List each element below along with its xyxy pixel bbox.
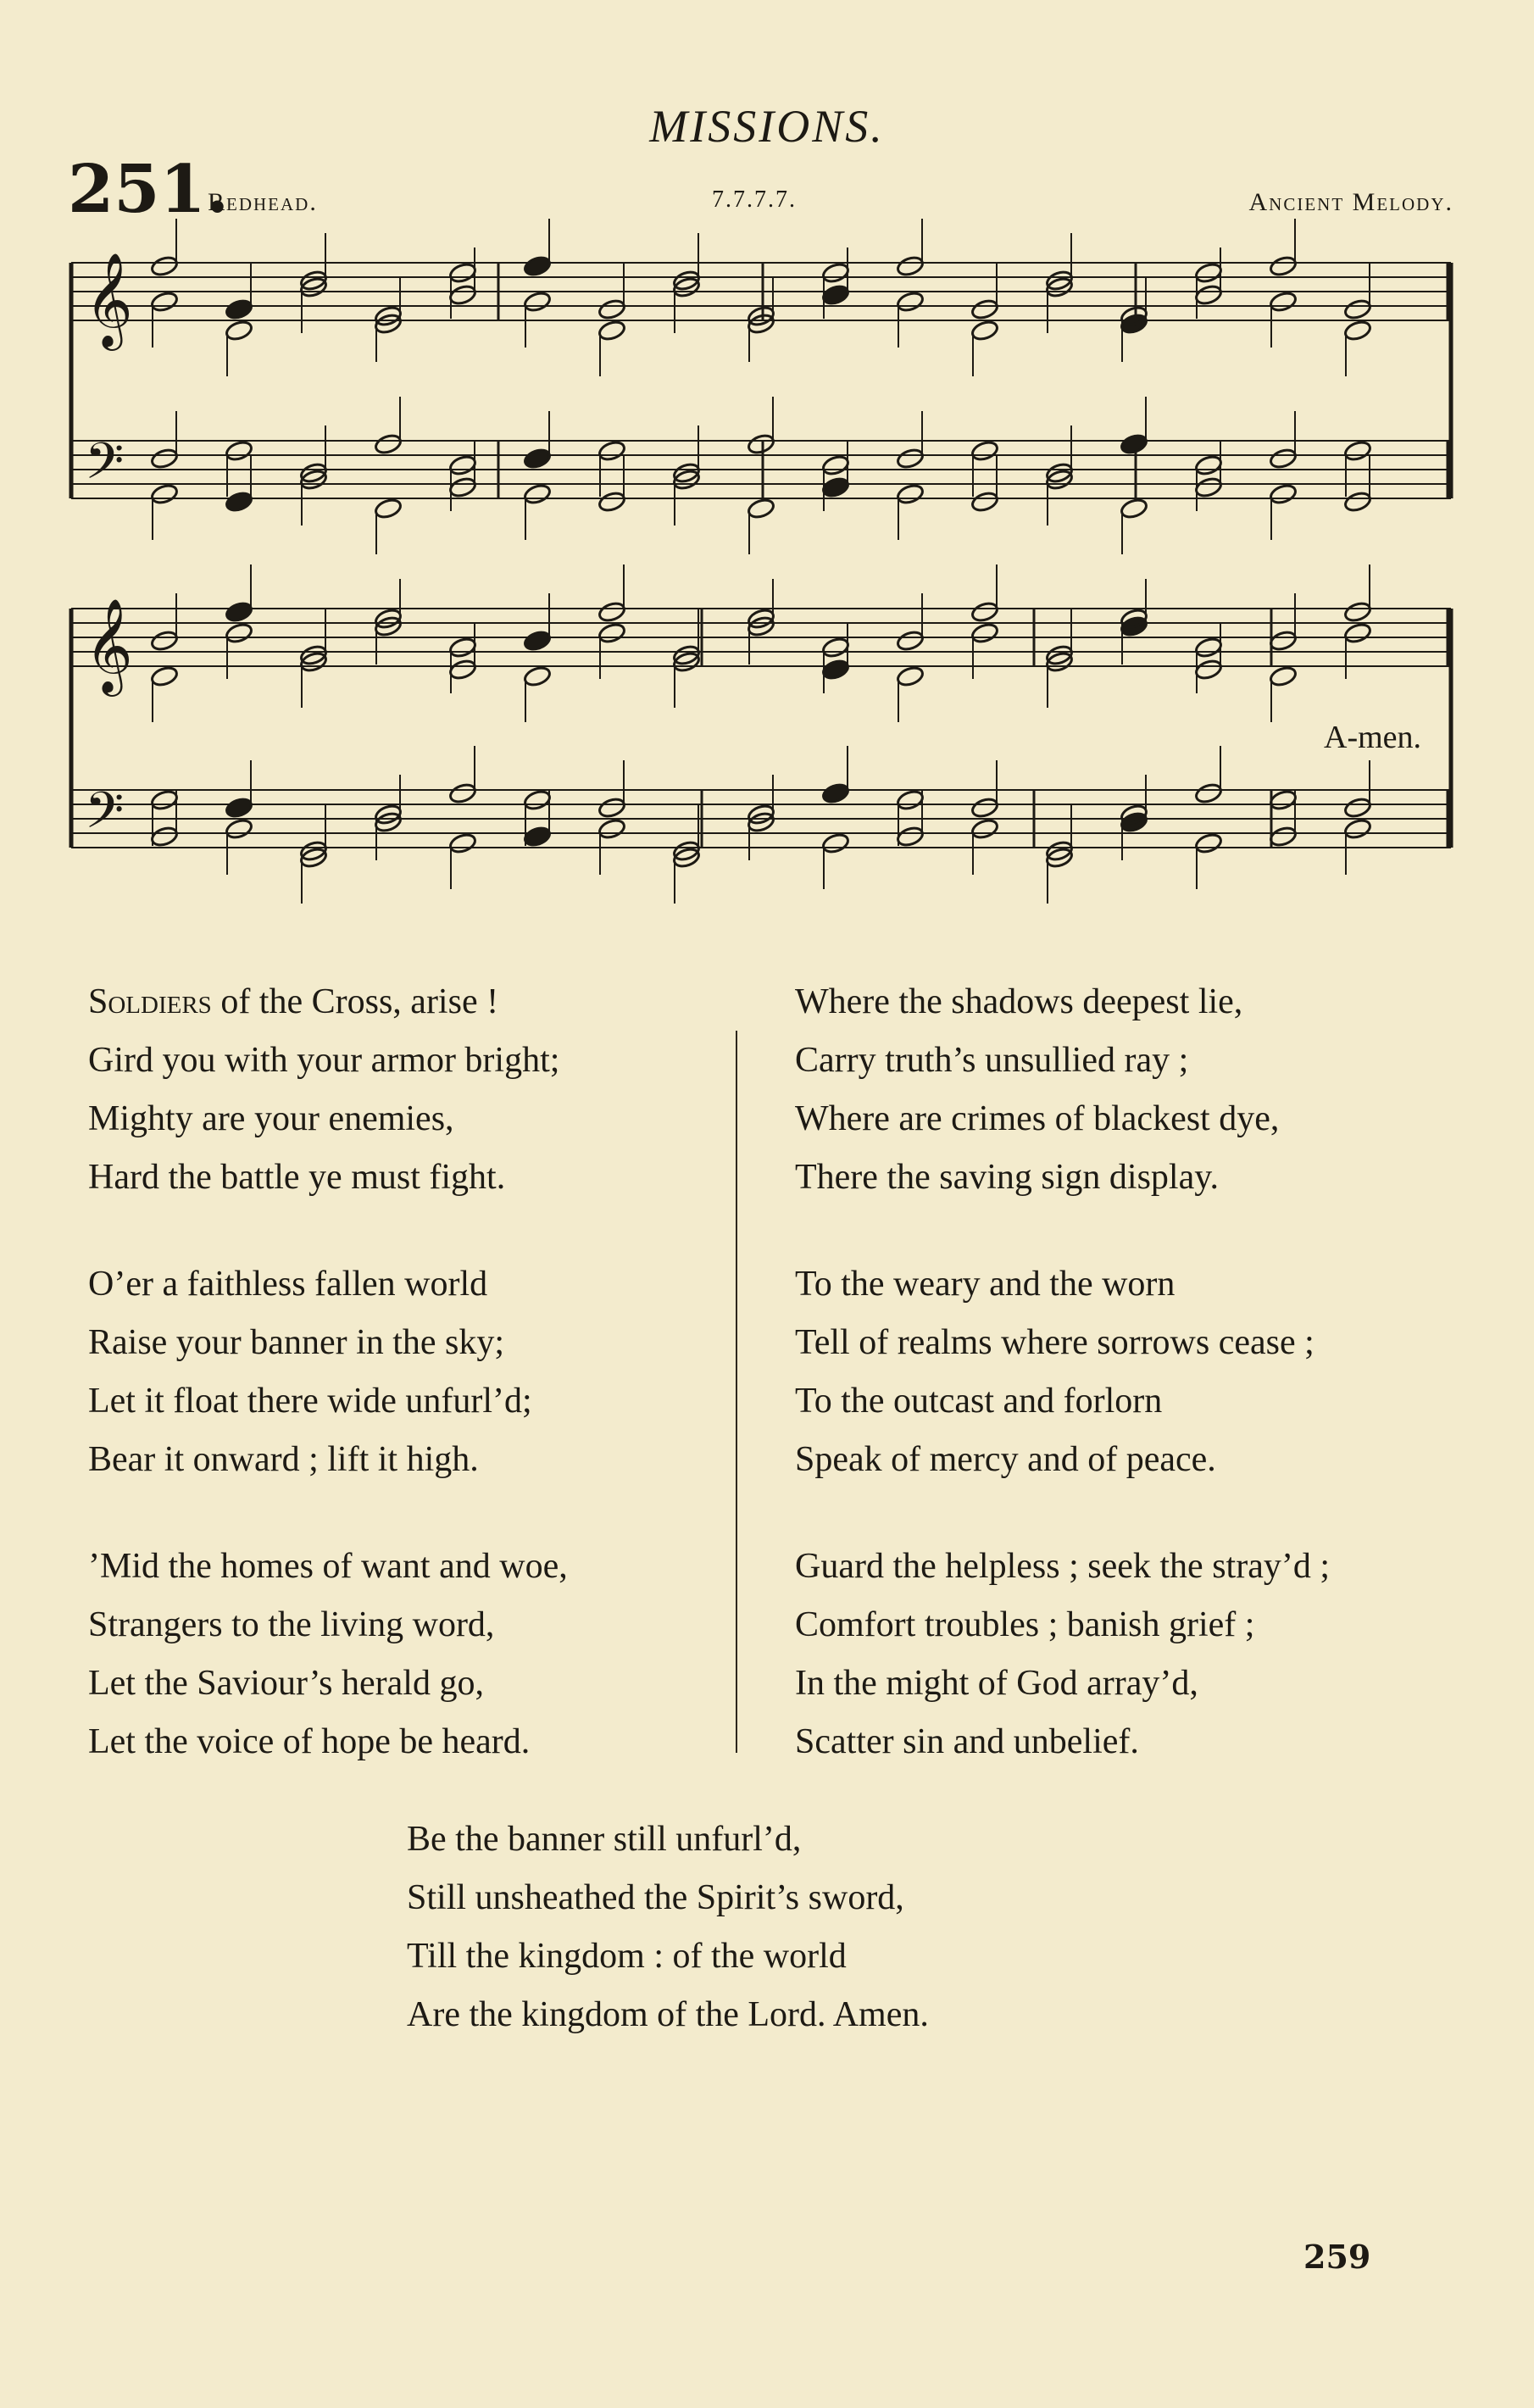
section-title: MISSIONS. — [649, 101, 885, 152]
verse-line: Till the kingdom : of the world — [407, 1937, 847, 1976]
note-head — [225, 621, 253, 644]
note-head — [1269, 447, 1298, 470]
music-score — [0, 0, 1534, 932]
note-head — [1120, 497, 1148, 520]
bass-clef-icon: 𝄢 — [85, 431, 125, 503]
note-head — [896, 629, 925, 652]
verse-line: Let the Saviour’s herald go, — [88, 1664, 484, 1703]
note-head — [821, 475, 850, 498]
verse-line: There the saving sign display. — [795, 1158, 1220, 1197]
stanza-2 — [88, 1255, 568, 1489]
note-head — [970, 490, 999, 513]
note-head — [747, 497, 775, 520]
note-head — [1343, 817, 1372, 840]
verse-line: Gird you with your armor bright; — [88, 1041, 560, 1080]
note-head — [150, 447, 179, 470]
note-head — [970, 796, 999, 819]
verse-line: Scatter sin and unbelief. — [795, 1722, 1139, 1761]
page-number: 259 — [1303, 2238, 1371, 2276]
note-head — [821, 636, 850, 659]
verse-line: To the outcast and forlorn — [795, 1382, 1163, 1421]
note-head — [821, 261, 850, 284]
hymn-number: 251. — [68, 151, 229, 228]
note-head — [1343, 796, 1372, 819]
stanza-5 — [795, 1255, 1330, 1489]
note-head — [448, 261, 477, 284]
verse-line: Hard the battle ye must fight. — [88, 1158, 506, 1197]
stanza-6 — [795, 1538, 1330, 1771]
note-head — [448, 831, 477, 854]
note-head — [1343, 439, 1372, 462]
note-head — [597, 600, 626, 623]
note-head — [1343, 490, 1372, 513]
amen-label: A-men. — [1324, 720, 1422, 755]
note-head — [1269, 788, 1298, 811]
note-head — [597, 490, 626, 513]
verse-line: Raise your banner in the sky; — [88, 1323, 505, 1362]
note-head — [1269, 665, 1298, 687]
note-head — [597, 796, 626, 819]
note-head — [225, 490, 253, 513]
note-head — [1194, 261, 1223, 284]
note-head — [150, 254, 179, 277]
note-head — [225, 600, 253, 623]
stanza-3 — [88, 1538, 568, 1771]
note-head — [448, 636, 477, 659]
verse-line: Are the kingdom of the Lord. Amen. — [407, 1995, 929, 2034]
verse-line: ’Mid the homes of want and woe, — [88, 1547, 568, 1586]
note-head — [1343, 319, 1372, 342]
verse-line: Carry truth’s unsullied ray ; — [795, 1041, 1189, 1080]
note-head — [448, 781, 477, 804]
note-head — [821, 283, 850, 306]
note-head — [1343, 621, 1372, 644]
note-head — [1120, 432, 1148, 455]
note-head — [1194, 831, 1223, 854]
note-head — [970, 600, 999, 623]
note-head — [523, 447, 552, 470]
verse-line: Where are crimes of blackest dye, — [795, 1099, 1280, 1138]
note-head — [597, 319, 626, 342]
verse-line: O’er a faithless fallen world — [88, 1265, 488, 1304]
stanza-1 — [88, 973, 568, 1207]
verse-line: Comfort troubles ; banish grief ; — [795, 1605, 1255, 1644]
verse-line: Speak of mercy and of peace. — [795, 1440, 1216, 1479]
note-head — [225, 796, 253, 819]
note-head — [374, 497, 403, 520]
verse-line: Guard the helpless ; seek the stray’d ; — [795, 1547, 1330, 1586]
tune-name: Redhead. — [208, 188, 318, 216]
note-head — [896, 482, 925, 505]
note-head — [1269, 290, 1298, 313]
note-head — [1194, 475, 1223, 498]
note-head — [1269, 825, 1298, 848]
note-head — [448, 475, 477, 498]
column-divider — [736, 1031, 737, 1753]
note-head — [1194, 283, 1223, 306]
verse-line: Let the voice of hope be heard. — [88, 1722, 531, 1761]
verse-line: Still unsheathed the Spirit’s sword, — [407, 1878, 904, 1917]
note-head — [225, 319, 253, 342]
verse-line: Soldiers of the Cross, arise ! — [88, 982, 499, 1021]
note-head — [970, 621, 999, 644]
note-head — [747, 432, 775, 455]
note-head — [1194, 453, 1223, 476]
note-head — [225, 298, 253, 320]
note-head — [523, 825, 552, 848]
note-head — [1269, 254, 1298, 277]
note-head — [970, 439, 999, 462]
bass-clef-icon: 𝄢 — [85, 781, 125, 852]
note-head — [150, 290, 179, 313]
verses-right-column — [795, 973, 1330, 1820]
note-head — [597, 621, 626, 644]
note-head — [896, 825, 925, 848]
note-head — [523, 290, 552, 313]
note-head — [896, 788, 925, 811]
note-head — [1269, 482, 1298, 505]
verse-line: Tell of realms where sorrows cease ; — [795, 1323, 1314, 1362]
verse-line: Let it float there wide unfurl’d; — [88, 1382, 532, 1421]
note-head — [523, 254, 552, 277]
note-head — [1194, 658, 1223, 681]
note-head — [821, 453, 850, 476]
treble-clef-icon: 𝄞 — [85, 252, 133, 347]
note-head — [1194, 636, 1223, 659]
treble-clef-icon: 𝄞 — [85, 598, 133, 692]
note-head — [896, 665, 925, 687]
note-head — [597, 298, 626, 320]
tune-source: Ancient Melody. — [1248, 188, 1453, 216]
meter: 7.7.7.7. — [712, 186, 797, 213]
note-head — [150, 825, 179, 848]
stanza-4 — [795, 973, 1330, 1207]
note-head — [970, 817, 999, 840]
note-head — [448, 283, 477, 306]
note-head — [150, 482, 179, 505]
verse-line: Be the banner still unfurl’d, — [407, 1820, 802, 1859]
note-head — [225, 439, 253, 462]
verse-line: Strangers to the living word, — [88, 1605, 495, 1644]
first-word: Soldiers — [88, 982, 212, 1021]
verse-line: Mighty are your enemies, — [88, 1099, 454, 1138]
note-head — [597, 439, 626, 462]
note-head — [896, 254, 925, 277]
note-head — [896, 447, 925, 470]
verse-line: In the might of God array’d, — [795, 1664, 1198, 1703]
note-head — [1194, 781, 1223, 804]
note-head — [523, 629, 552, 652]
note-head — [1343, 298, 1372, 320]
note-head — [597, 817, 626, 840]
note-head — [821, 658, 850, 681]
note-head — [970, 319, 999, 342]
note-head — [970, 298, 999, 320]
note-head — [1269, 629, 1298, 652]
note-head — [896, 290, 925, 313]
note-head — [1343, 600, 1372, 623]
stanza-7 — [407, 1810, 929, 2044]
verses-left-column — [88, 973, 568, 1820]
note-head — [225, 817, 253, 840]
verse-line: Bear it onward ; lift it high. — [88, 1440, 479, 1479]
note-head — [150, 629, 179, 652]
note-head — [523, 665, 552, 687]
note-head — [821, 831, 850, 854]
verse-line: To the weary and the worn — [795, 1265, 1176, 1304]
note-head — [150, 665, 179, 687]
note-head — [821, 781, 850, 804]
note-head — [523, 788, 552, 811]
verse-line: Where the shadows deepest lie, — [795, 982, 1243, 1021]
note-head — [150, 788, 179, 811]
note-head — [523, 482, 552, 505]
note-head — [374, 432, 403, 455]
note-head — [448, 658, 477, 681]
note-head — [448, 453, 477, 476]
